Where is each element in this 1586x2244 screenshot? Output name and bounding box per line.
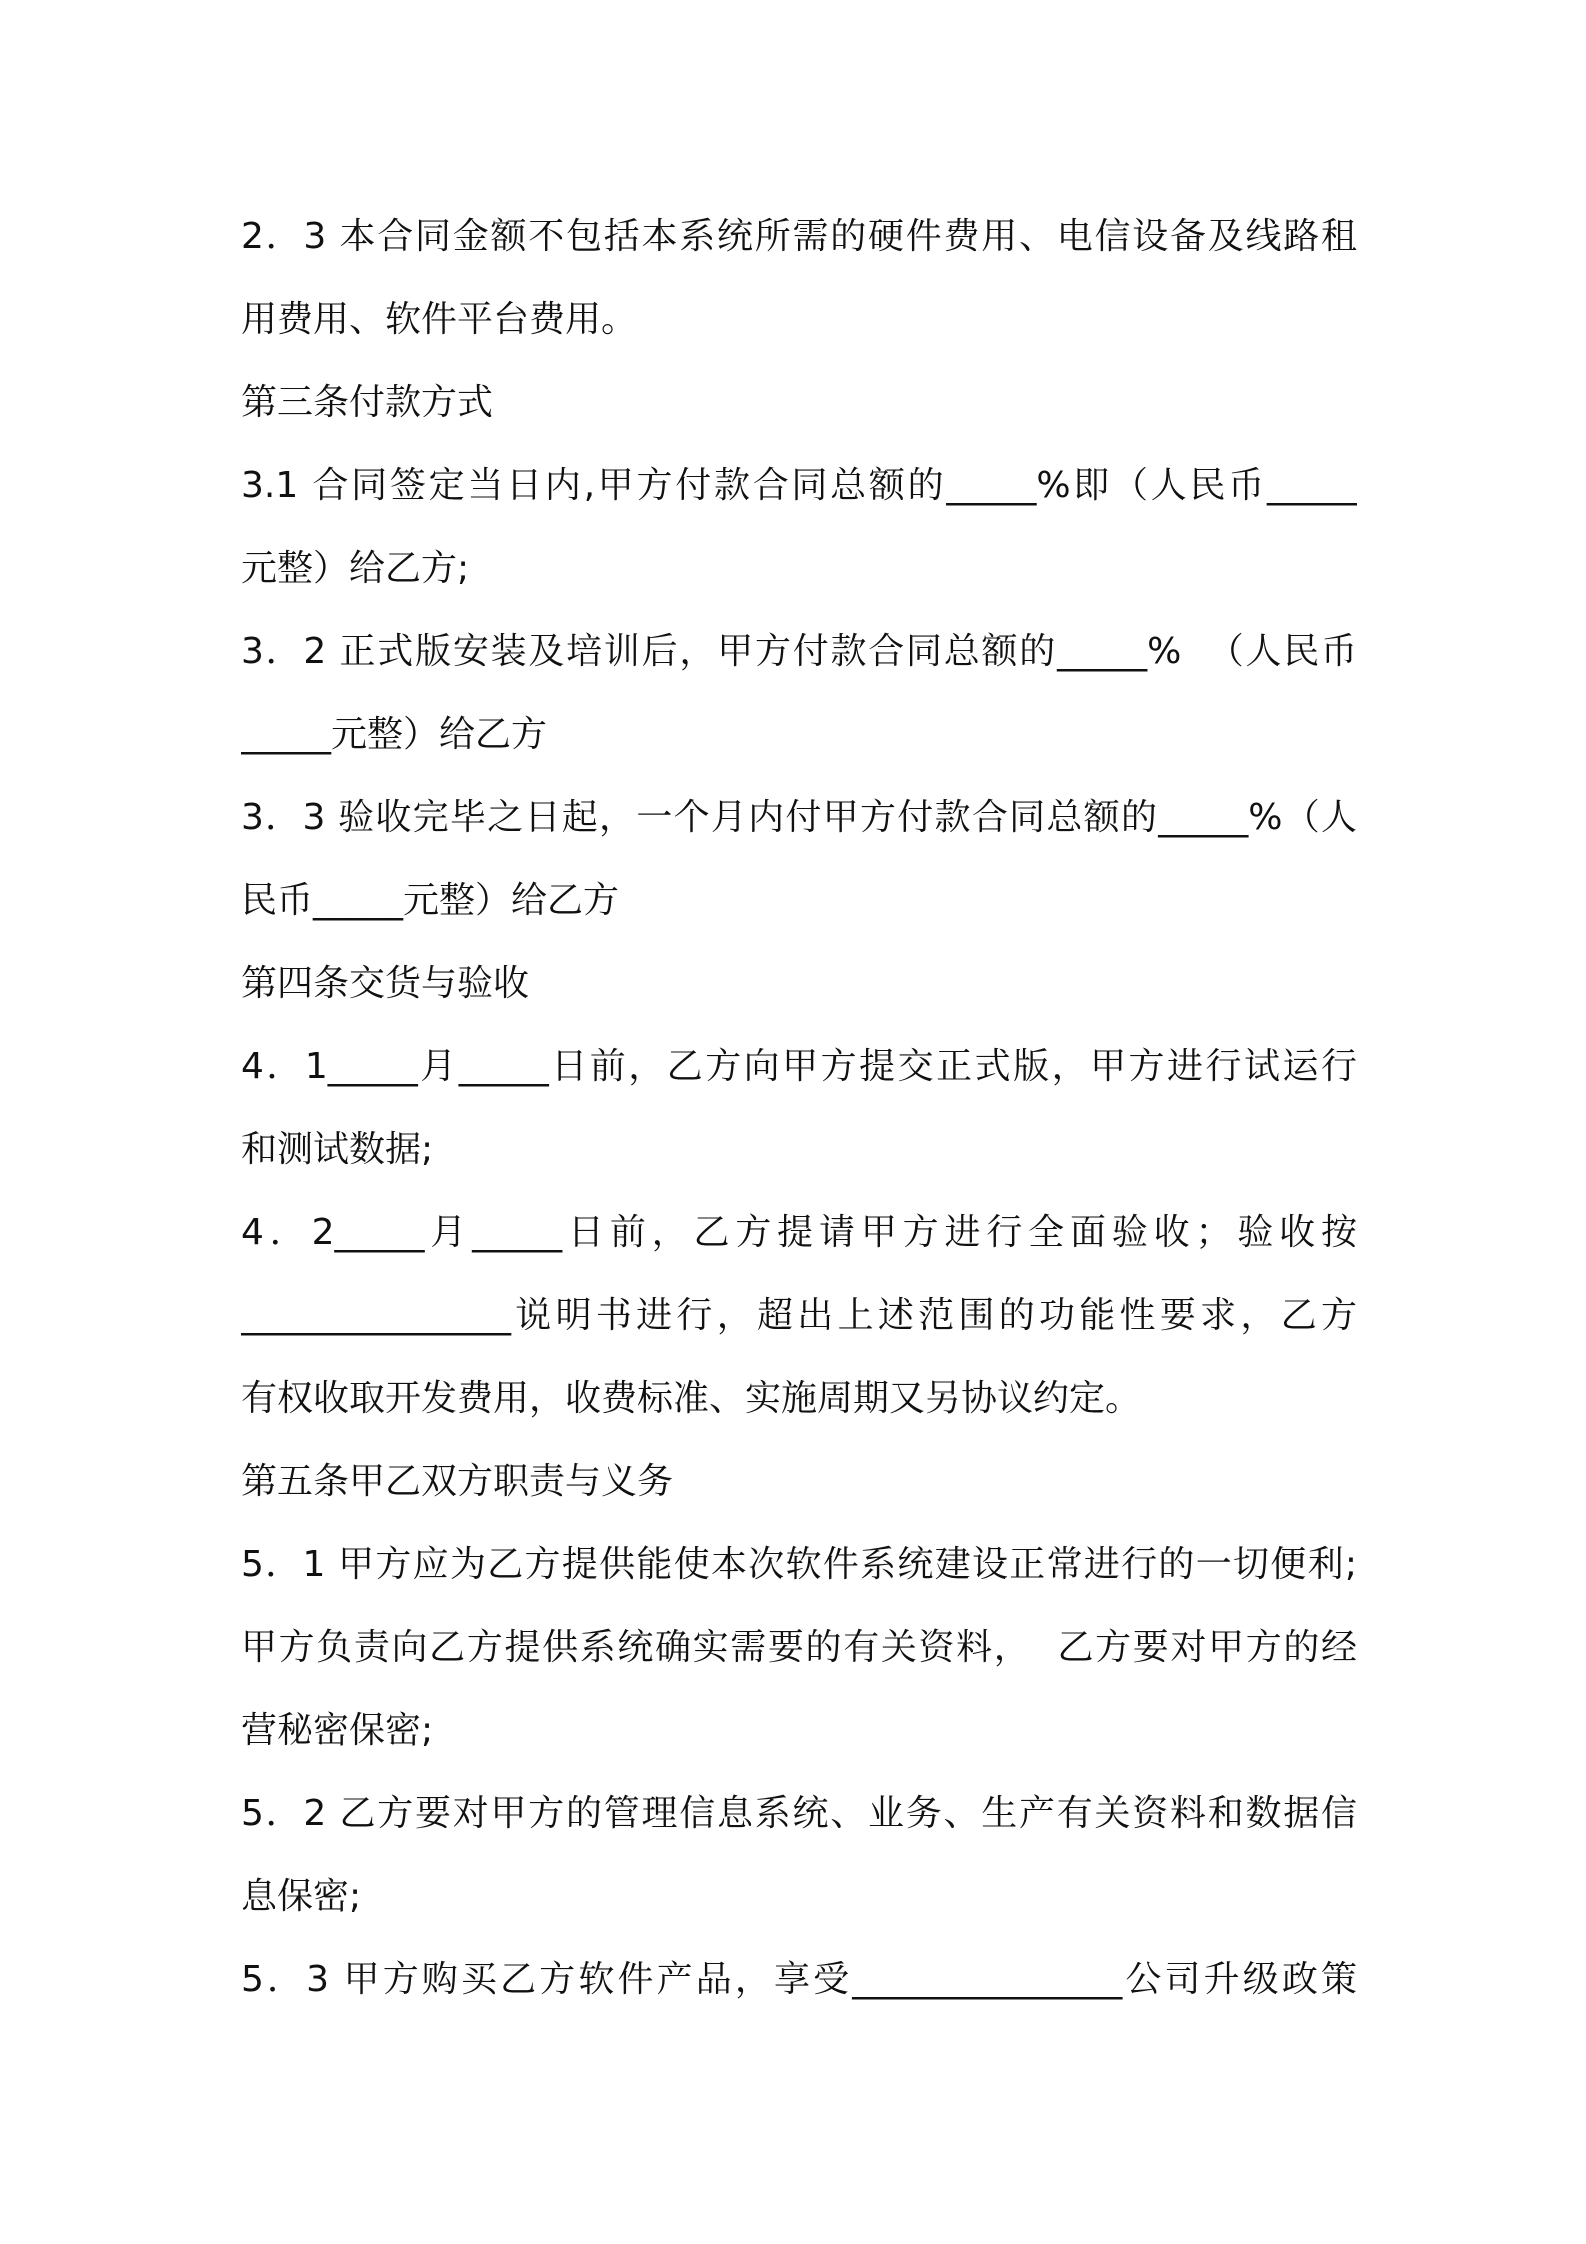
- clause-2-3-line-1: 2．3 本合同金额不包括本系统所需的硬件费用、电信设备及线路租: [241, 216, 1357, 257]
- clause-5-3-line-1: 5．3 甲方购买乙方软件产品，享受_______________公司升级政策: [241, 1959, 1357, 2000]
- clause-4-1-line-2: 和测试数据;: [241, 1129, 434, 1170]
- clause-5-1-line-1: 5．1 甲方应为乙方提供能使本次软件系统建设正常进行的一切便利;: [241, 1544, 1357, 1585]
- clause-5-2-line-2: 息保密;: [241, 1876, 362, 1917]
- clause-5-2-line-1: 5．2 乙方要对甲方的管理信息系统、业务、生产有关资料和数据信: [241, 1793, 1357, 1834]
- clause-3-1-line-1: 3.1 合同签定当日内,甲方付款合同总额的_____%即（人民币_____: [241, 465, 1357, 506]
- clause-3-2-line-2: _____元整）给乙方: [241, 714, 548, 755]
- clause-4-1-line-1: 4．1_____月_____日前，乙方向甲方提交正式版，甲方进行试运行: [241, 1046, 1357, 1087]
- contract-body: [241, 195, 1357, 2021]
- clause-5-1-line-3: 营秘密保密;: [241, 1710, 434, 1751]
- clause-2-3-line-2: 用费用、软件平台费用。: [241, 299, 638, 340]
- clause-4-2-line-2: _______________说明书进行，超出上述范围的功能性要求，乙方: [241, 1295, 1357, 1336]
- clause-4-2-line-3: 有权收取开发费用，收费标准、实施周期又另协议约定。: [241, 1378, 1142, 1419]
- article-3-heading: 第三条付款方式: [241, 382, 494, 423]
- article-4-heading: 第四条交货与验收: [241, 963, 530, 1004]
- clause-3-3-line-2: 民币_____元整）给乙方: [241, 880, 620, 921]
- clause-3-2-line-1: 3．2 正式版安装及培训后，甲方付款合同总额的_____% （人民币: [241, 631, 1357, 672]
- clause-5-1-line-2: 甲方负责向乙方提供系统确实需要的有关资料， 乙方要对甲方的经: [241, 1627, 1357, 1668]
- article-5-heading: 第五条甲乙双方职责与义务: [241, 1461, 674, 1502]
- clause-3-3-line-1: 3．3 验收完毕之日起，一个月内付甲方付款合同总额的_____%（人: [241, 797, 1357, 838]
- clause-4-2-line-1: 4．2_____月_____日前，乙方提请甲方进行全面验收；验收按: [241, 1212, 1357, 1253]
- clause-3-1-line-2: 元整）给乙方;: [241, 548, 470, 589]
